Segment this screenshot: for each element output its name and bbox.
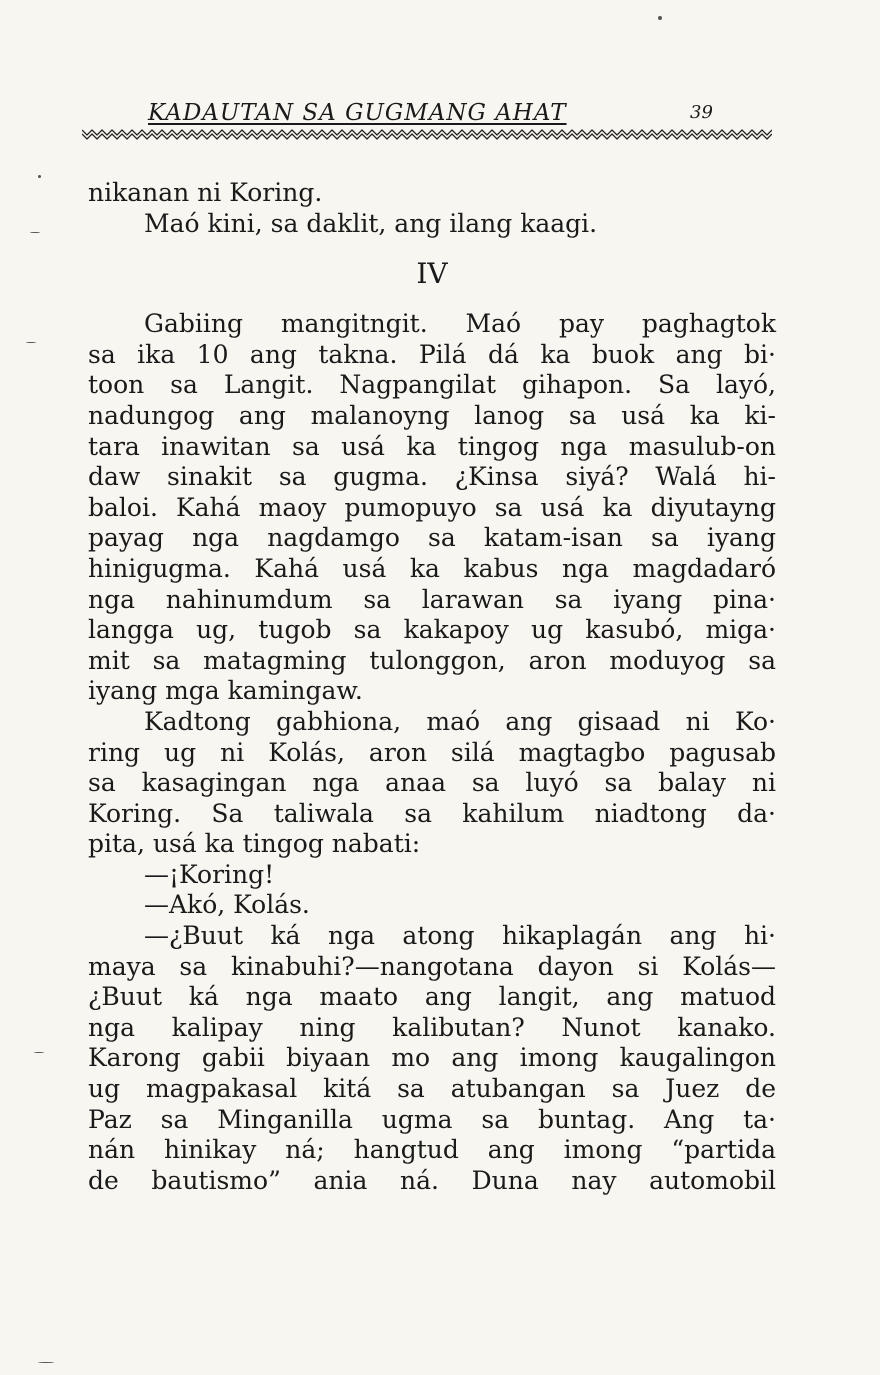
print-speck <box>658 16 662 20</box>
text-line: iyang mga kamingaw. <box>88 676 363 706</box>
text-line: mit sa matagming tulonggon, aron moduyog sa <box>88 645 776 675</box>
text-line: pita, usá ka tingog nabati: <box>88 829 421 859</box>
page-body <box>88 178 776 1196</box>
text-line: ¿Buut ká nga maato ang langit, ang matuod <box>88 982 776 1012</box>
print-speck <box>30 232 40 233</box>
text-line: hinigugma. Kahá usá ka kabus nga magdadaró <box>88 553 776 583</box>
text-line: maya sa kinabuhi?—nangotana dayon si Kolás— <box>88 951 776 981</box>
text-line: baloi. Kahá maoy pumopuyo sa usá ka diyutayng <box>88 492 776 522</box>
text-line: Maó kini, sa daklit, ang ilang kaagi. <box>144 208 598 238</box>
page-header <box>82 100 780 130</box>
text-line: nga nahinumdum sa larawan sa iyang pina· <box>88 584 776 614</box>
text-line: ring ug ni Kolás, aron silá magtagbo pagusab <box>88 737 776 767</box>
page-number: 39 <box>690 102 713 123</box>
text-line: payag nga nagdamgo sa katam-isan sa iyang <box>88 523 776 553</box>
text-line: nga kalipay ning kalibutan? Nunot kanako. <box>88 1012 776 1042</box>
text-line: nikanan ni Koring. <box>88 178 323 207</box>
text-line: de bautismo” ania ná. Duna nay automobil <box>88 1165 776 1195</box>
print-speck <box>38 175 41 178</box>
text-line: Karong gabii biyaan mo ang imong kaugalingon <box>88 1043 776 1073</box>
text-line: langga ug, tugob sa kakapoy ug kasubó, miga· <box>88 615 776 645</box>
chapter-heading: IV <box>416 257 448 291</box>
paragraph-1 <box>88 178 776 239</box>
paragraph-3 <box>88 707 776 860</box>
text-line: tara inawitan sa usá ka tingog nga masulub-on <box>88 431 776 461</box>
text-line: —¿Buut ká nga atong hikaplagán ang hi· <box>144 921 776 951</box>
text-line: nadungog ang malanoyng lanog sa usá ka ki- <box>88 400 776 430</box>
text-line: sa kasagingan nga anaa sa luyó sa balay ni <box>88 768 776 798</box>
text-line: sa ika 10 ang takna. Pilá dá ka buok ang bi· <box>88 339 776 369</box>
running-title: KADAUTAN SA GUGMANG AHAT <box>148 100 567 126</box>
text-line: ug magpakasal kitá sa atubangan sa Juez de <box>88 1074 776 1104</box>
text-line: Gabiing mangitngit. Maó pay paghagtok <box>144 309 776 339</box>
paragraph-2 <box>88 309 776 707</box>
text-line: toon sa Langit. Nagpangilat gihapon. Sa layó, <box>88 370 776 400</box>
dialogue-line: —¡Koring! <box>144 859 275 889</box>
zigzag-rule-ornament <box>82 128 772 142</box>
text-line: daw sinakit sa gugma. ¿Kinsa siyá? Walá hi- <box>88 462 776 492</box>
paragraph-4 <box>88 921 776 1196</box>
print-speck <box>26 342 36 343</box>
text-line: Koring. Sa taliwala sa kahilum niadtong da· <box>88 798 776 828</box>
print-speck <box>38 1362 54 1363</box>
text-line: nán hinikay ná; hangtud ang imong “partida <box>88 1135 776 1165</box>
dialogue-line: —Akó, Kolás. <box>144 890 310 920</box>
text-line: Kadtong gabhiona, maó ang gisaad ni Ko· <box>144 706 776 736</box>
text-line: Paz sa Minganilla ugma sa buntag. Ang ta· <box>88 1104 776 1134</box>
print-speck <box>34 1052 44 1053</box>
